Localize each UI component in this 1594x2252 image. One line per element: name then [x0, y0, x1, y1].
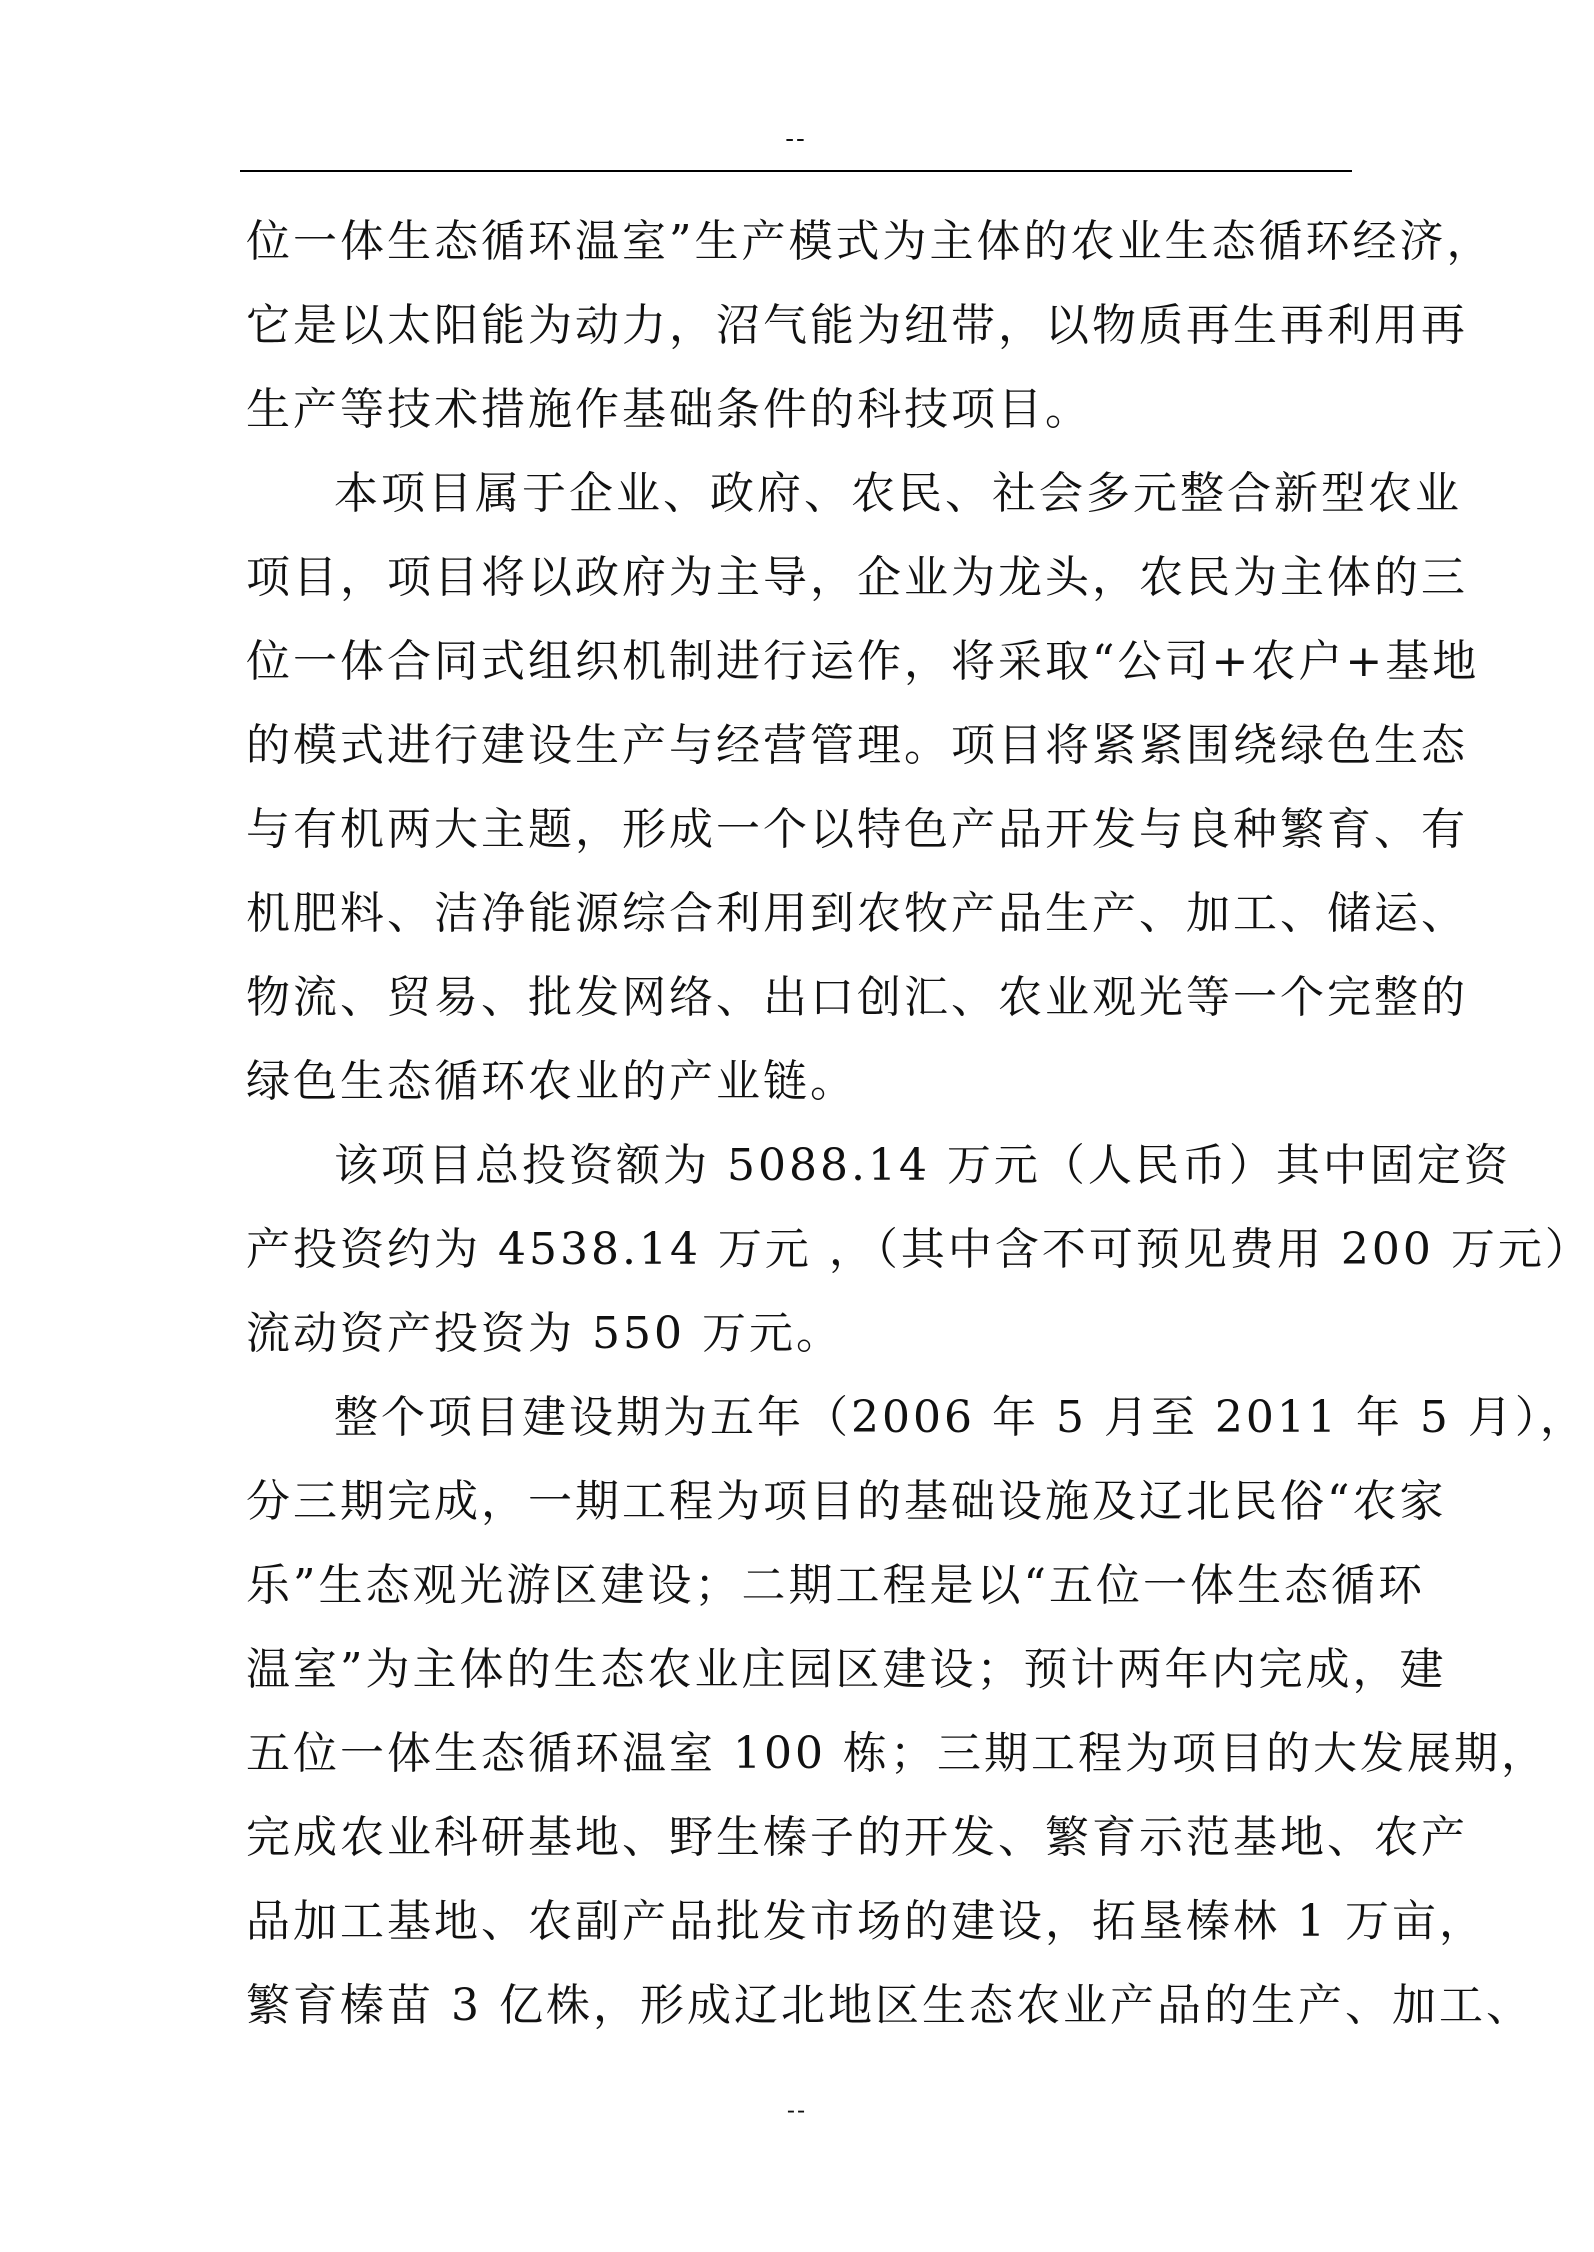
header-mark: -- [785, 124, 807, 154]
text-line: 完成农业科研基地、野生榛子的开发、繁育示范基地、农产 [246, 1812, 1468, 1863]
text-line: 乐”生态观光游区建设；二期工程是以“五位一体生态循环 [246, 1560, 1425, 1611]
page-footer: -- [786, 2096, 808, 2124]
page-header [240, 120, 1352, 172]
text-line: 生产等技术措施作基础条件的科技项目。 [246, 384, 1092, 435]
text-line: 它是以太阳能为动力，沼气能为纽带，以物质再生再利用再 [246, 300, 1468, 351]
text-line: 绿色生态循环农业的产业链。 [246, 1056, 857, 1107]
text-line: 温室”为主体的生态农业庄园区建设；预计两年内完成，建 [246, 1644, 1447, 1695]
text-line: 五位一体生态循环温室 100 栋；三期工程为项目的大发展期， [246, 1728, 1548, 1779]
text-line: 机肥料、洁净能源综合利用到农牧产品生产、加工、储运、 [246, 888, 1468, 939]
text-line: 物流、贸易、批发网络、出口创汇、农业观光等一个完整的 [246, 972, 1468, 1023]
body-text [246, 200, 1592, 2048]
text-line: 流动资产投资为 550 万元。 [246, 1308, 843, 1359]
text-line: 位一体生态循环温室”生产模式为主体的农业生态循环经济， [246, 216, 1494, 267]
text-line: 分三期完成，一期工程为项目的基础设施及辽北民俗“农家 [246, 1476, 1447, 1527]
text-line: 繁育榛苗 3 亿株，形成辽北地区生态农业产品的生产、加工、 [246, 1980, 1533, 2031]
text-line: 位一体合同式组织机制进行运作，将采取“公司+农户+基地 [246, 636, 1480, 687]
paragraph-first-line: 该项目总投资额为 5088.14 万元（人民币）其中固定资 [334, 1140, 1511, 1191]
paragraph-first-line: 整个项目建设期为五年（2006 年 5 月至 2011 年 5 月）， [334, 1392, 1587, 1443]
text-line: 项目，项目将以政府为主导，企业为龙头，农民为主体的三 [246, 552, 1468, 603]
text-line: 品加工基地、农副产品批发市场的建设，拓垦榛林 1 万亩， [246, 1896, 1486, 1947]
text-line: 的模式进行建设生产与经营管理。项目将紧紧围绕绿色生态 [246, 720, 1468, 771]
text-line: 产投资约为 4538.14 万元 ，（其中含不可预见费用 200 万元） [246, 1224, 1592, 1275]
text-line: 与有机两大主题，形成一个以特色产品开发与良种繁育、有 [246, 804, 1468, 855]
paragraph-first-line: 本项目属于企业、政府、农民、社会多元整合新型农业 [334, 468, 1462, 519]
